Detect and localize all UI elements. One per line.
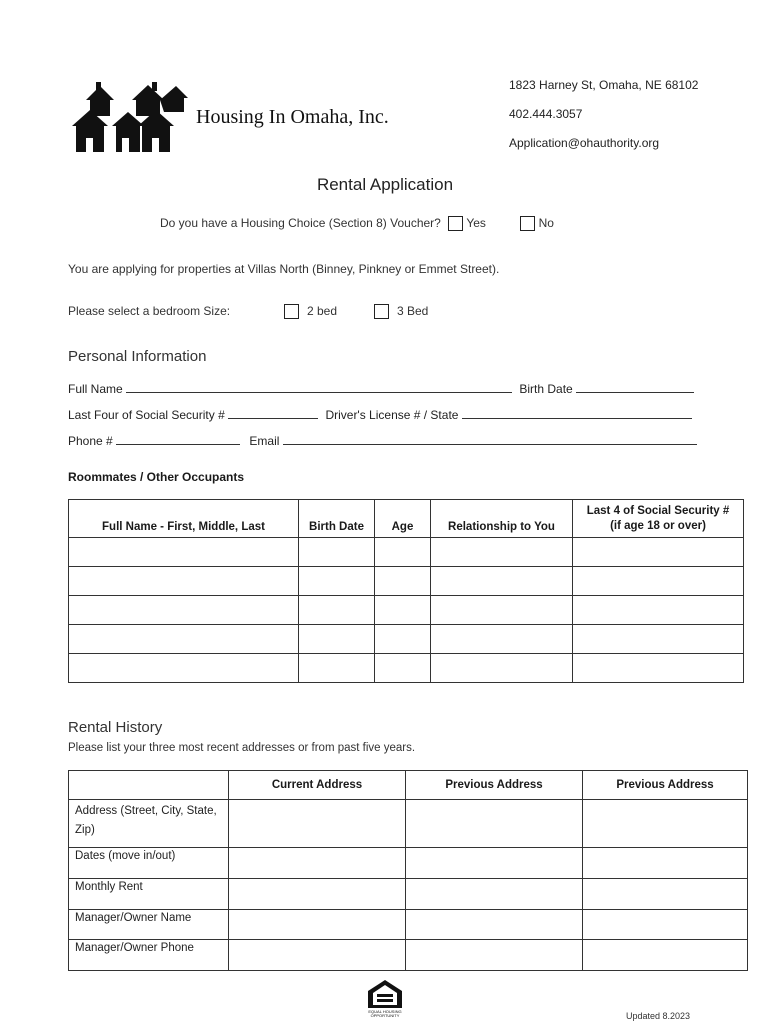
license-field[interactable] (462, 406, 692, 419)
cell-input[interactable] (573, 567, 744, 596)
cell-input[interactable] (431, 625, 573, 654)
updated-date: Updated 8.2023 (626, 1011, 691, 1021)
cell-input[interactable] (69, 596, 299, 625)
voucher-no-label: No (538, 216, 554, 230)
cell-input[interactable] (69, 567, 299, 596)
cell-input[interactable] (229, 848, 406, 879)
table-row (69, 800, 748, 848)
org-name: Housing In Omaha, Inc. (196, 106, 389, 128)
table-row (69, 596, 744, 625)
row-label: Address (Street, City, State, Zip) (69, 800, 229, 848)
cell-input[interactable] (406, 879, 583, 910)
col-previous-address-1: Previous Address (406, 771, 583, 800)
cell-input[interactable] (406, 940, 583, 971)
phone-row (68, 432, 697, 448)
org-email: Application@ohauthority.org (509, 136, 660, 150)
cell-input[interactable] (406, 910, 583, 940)
voucher-question (160, 216, 554, 231)
birth-date-label: Birth Date (519, 382, 573, 396)
col-blank (69, 771, 229, 800)
personal-info-heading: Personal Information (68, 348, 207, 365)
full-name-field[interactable] (126, 380, 512, 393)
properties-text: You are applying for properties at Villas North (Binney, Pinkney or Emmet Street). (68, 262, 500, 276)
cell-input[interactable] (69, 654, 299, 683)
cell-input[interactable] (375, 567, 431, 596)
col-birth-date: Birth Date (299, 500, 375, 538)
table-row (69, 654, 744, 683)
email-label: Email (249, 434, 280, 448)
phone-field[interactable] (116, 432, 240, 445)
col-current-address: Current Address (229, 771, 406, 800)
cell-input[interactable] (583, 940, 748, 971)
rental-history-heading: Rental History (68, 719, 163, 736)
cell-input[interactable] (69, 625, 299, 654)
col-age: Age (375, 500, 431, 538)
roommates-table (68, 499, 744, 683)
rental-history-subtext: Please list your three most recent addresses or from past five years. (68, 742, 416, 754)
table-row (69, 848, 748, 879)
org-address: 1823 Harney St, Omaha, NE 68102 (509, 78, 699, 92)
cell-input[interactable] (69, 538, 299, 567)
voucher-yes-label: Yes (466, 216, 486, 230)
cell-input[interactable] (583, 800, 748, 848)
houses-logo-icon (72, 82, 190, 154)
cell-input[interactable] (299, 567, 375, 596)
col-relationship: Relationship to You (431, 500, 573, 538)
page-title: Rental Application (316, 175, 454, 194)
cell-input[interactable] (375, 654, 431, 683)
cell-input[interactable] (431, 596, 573, 625)
ssn-field[interactable] (228, 406, 318, 419)
voucher-yes-checkbox[interactable] (448, 216, 463, 231)
cell-input[interactable] (229, 800, 406, 848)
bedroom-2-checkbox[interactable] (284, 304, 299, 319)
cell-input[interactable] (406, 800, 583, 848)
cell-input[interactable] (573, 596, 744, 625)
col-full-name: Full Name - First, Middle, Last (69, 500, 299, 538)
cell-input[interactable] (375, 625, 431, 654)
bedroom-3-label: 3 Bed (397, 304, 429, 318)
email-field[interactable] (283, 432, 697, 445)
row-label: Monthly Rent (69, 879, 229, 910)
table-row (69, 910, 748, 940)
cell-input[interactable] (229, 940, 406, 971)
row-label: Dates (move in/out) (69, 848, 229, 879)
phone-label: Phone # (68, 434, 113, 448)
cell-input[interactable] (583, 879, 748, 910)
cell-input[interactable] (573, 654, 744, 683)
cell-input[interactable] (573, 625, 744, 654)
table-row (69, 538, 744, 567)
cell-input[interactable] (431, 538, 573, 567)
ssn-row (68, 406, 692, 422)
ssn-label: Last Four of Social Security # (68, 408, 225, 422)
cell-input[interactable] (583, 848, 748, 879)
col-ssn (573, 500, 744, 538)
table-row (69, 567, 744, 596)
rental-history-table (68, 770, 748, 971)
cell-input[interactable] (431, 567, 573, 596)
roommates-heading: Roommates / Other Occupants (68, 470, 245, 484)
col-previous-address-2: Previous Address (583, 771, 748, 800)
birth-date-field[interactable] (576, 380, 694, 393)
voucher-no-checkbox[interactable] (520, 216, 535, 231)
cell-input[interactable] (406, 848, 583, 879)
table-row (69, 879, 748, 910)
bedroom-label: Please select a bedroom Size: (68, 304, 231, 318)
cell-input[interactable] (299, 654, 375, 683)
equal-housing-text: EQUAL HOUSING OPPORTUNITY (368, 1009, 402, 1018)
history-header-row (69, 771, 748, 800)
cell-input[interactable] (299, 596, 375, 625)
cell-input[interactable] (375, 538, 431, 567)
table-row (69, 625, 744, 654)
table-row (69, 940, 748, 971)
row-label: Manager/Owner Phone (69, 940, 229, 971)
cell-input[interactable] (375, 596, 431, 625)
cell-input[interactable] (431, 654, 573, 683)
cell-input[interactable] (229, 910, 406, 940)
cell-input[interactable] (299, 538, 375, 567)
voucher-question-text: Do you have a Housing Choice (Section 8) Voucher? (160, 216, 441, 230)
row-label: Manager/Owner Name (69, 910, 229, 940)
cell-input[interactable] (583, 910, 748, 940)
org-phone: 402.444.3057 (509, 107, 583, 121)
col-ssn-line2: (if age 18 or over) (610, 520, 706, 532)
full-name-label: Full Name (68, 382, 123, 396)
full-name-row (68, 380, 694, 396)
cell-input[interactable] (229, 879, 406, 910)
cell-input[interactable] (299, 625, 375, 654)
license-label: Driver's License # / State (325, 408, 459, 422)
roommates-header-row (69, 500, 744, 538)
col-ssn-line1: Last 4 of Social Security # (586, 505, 730, 517)
cell-input[interactable] (573, 538, 744, 567)
bedroom-3-checkbox[interactable] (374, 304, 389, 319)
bedroom-2-label: 2 bed (307, 304, 338, 318)
